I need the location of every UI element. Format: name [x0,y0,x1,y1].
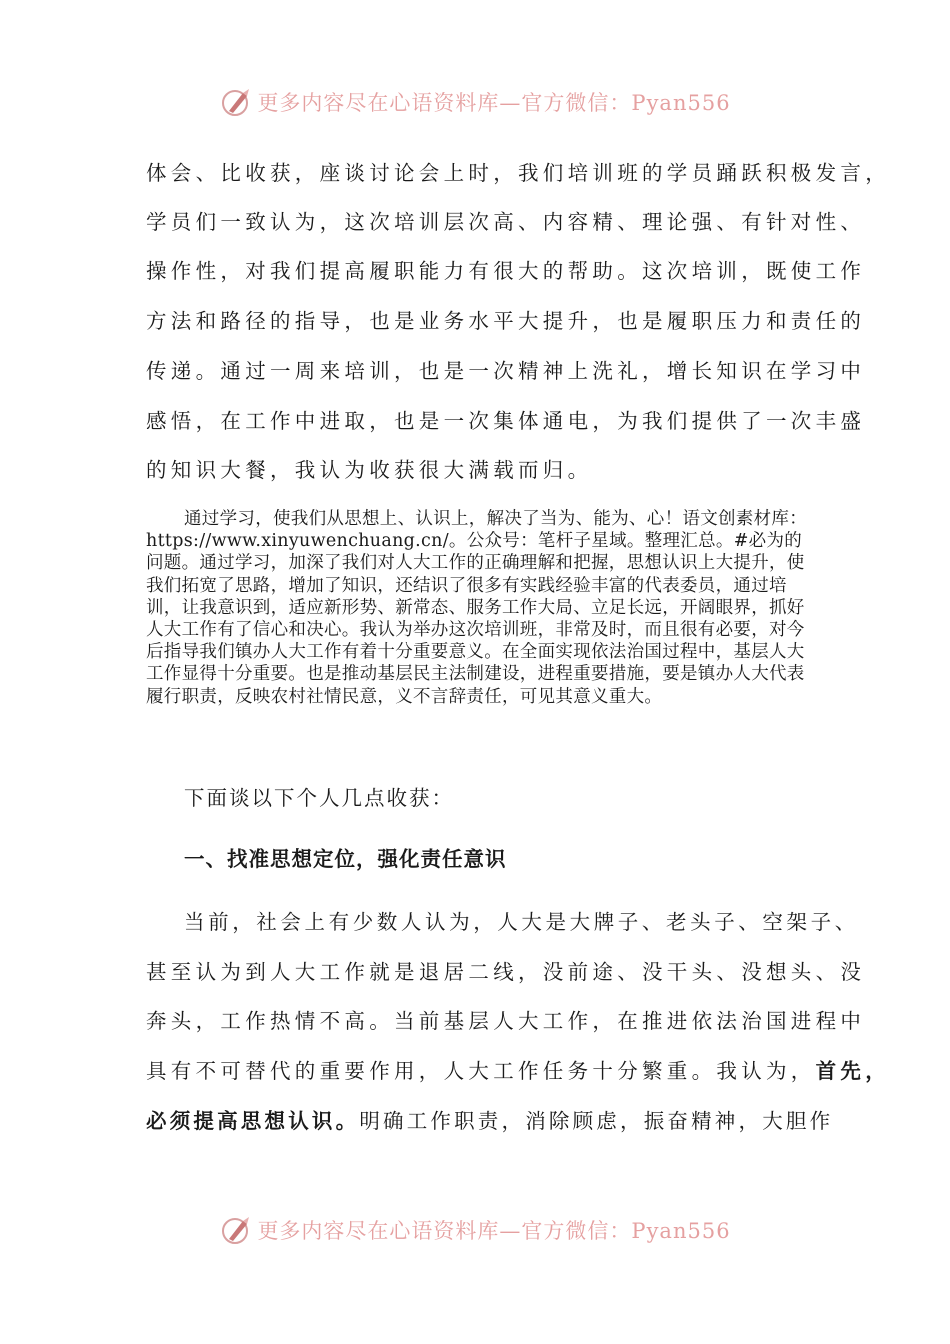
watermark-text: 更多内容尽在心语资料库—官方微信：Pyan556 [257,1219,731,1243]
text-line: 甚至认为到人大工作就是退居二线，没前途、没干头、没想头、没 [146,960,866,984]
intro-line: 下面谈以下个人几点收获： [184,786,454,810]
watermark-text: 更多内容尽在心语资料库—官方微信：Pyan556 [257,91,731,115]
text-line: 当前，社会上有少数人认为，人大是大牌子、老头子、空架子、 [184,910,859,934]
text-segment: 明确工作职责，消除顾虑，振奋精神，大胆作 [359,1109,834,1133]
emphasis-text: 首先， [815,1059,891,1083]
section-heading: 一、找准思想定位，强化责任意识 [184,847,507,871]
text-line: 操作性，对我们提高履职能力有很大的帮助。这次培训，既使工作 [146,259,866,283]
emphasis-text: 必须提高思想认识。 [146,1109,360,1133]
watermark-footer [0,1210,950,1250]
text-line: 传递。通过一周来培训，也是一次精神上洗礼，增长知识在学习中 [146,359,866,383]
text-line: 学员们一致认为，这次培训层次高、内容精、理论强、有针对性、 [146,210,866,234]
text-line: 体会、比收获，座谈讨论会上时，我们培训班的学员踊跃积极发言， [146,161,890,185]
pen-nib-circle-logo-icon [219,85,253,119]
text-line: 感悟，在工作中进取，也是一次集体通电，为我们提供了一次丰盛 [146,409,866,433]
dense-paragraph: 通过学习，使我们从思想上、认识上，解决了当为、能为、心！语文创素材库：https://www.xinyuwenchuang.cn/。公众号：笔杆子星域。整理汇总。#必为的问题。通过学习，加深了我们对人大工作的正确理解和把握，思想认识上大提升，使我们拓宽了思路，增加了知识，还结识了很多有实践经验丰富的代表委员，通过培训，让我意识到，适应新形势、新常态、服务工作大局、立足长远，开阔眼界，抓好人大工作有了信心和决心。我认为举办这次培训班，非常及时，而且很有必要，对今后指导我们镇办人大工作有着十分重要意义。在全面实现依法治国过程中，基层人大工作显得十分重要。也是推动基层民主法制建设，进程重要措施，要是镇办人大代表履行职责，反映农村社情民意，义不言辞责任，可见其意义重大。 [146,509,807,707]
text-line: 的知识大餐，我认为收获很大满载而归。 [146,458,593,482]
text-segment: 具有不可替代的重要作用，人大工作任务十分繁重。我认为， [146,1059,816,1083]
watermark-header [0,82,950,122]
text-line: 奔头，工作热情不高。当前基层人大工作，在推进依法治国进程中 [146,1009,866,1033]
text-line [146,1106,834,1136]
text-line [146,1056,891,1086]
pen-nib-circle-logo-icon [219,1213,253,1247]
text-line: 方法和路径的指导，也是业务水平大提升，也是履职压力和责任的 [146,309,866,333]
